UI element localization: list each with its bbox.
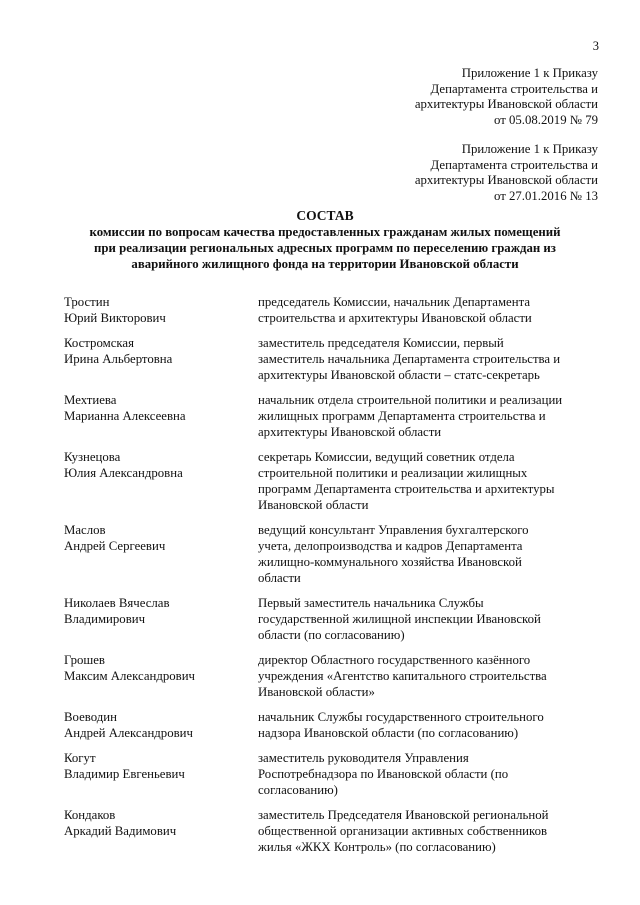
appendix-original-header	[415, 142, 598, 204]
member-row	[64, 392, 604, 440]
title-line: при реализации региональных адресных программ по переселению граждан из	[94, 241, 556, 255]
appendix-current-header	[415, 66, 598, 128]
member-role-line: архитектуры Ивановской области – статс-секретарь	[258, 368, 540, 382]
member-role	[258, 294, 604, 326]
member-role-line: согласованию)	[258, 783, 338, 797]
member-role-line: строительства и архитектуры Ивановской области	[258, 311, 532, 325]
appendix-line: Департамента строительства и	[430, 81, 598, 96]
member-name	[64, 652, 258, 700]
member-row	[64, 449, 604, 513]
member-row	[64, 652, 604, 700]
member-name-line: Марианна Алексеевна	[64, 409, 186, 423]
member-name-line: Максим Александрович	[64, 669, 195, 683]
title-main: СОСТАВ	[296, 208, 354, 223]
member-role-line: заместитель председателя Комиссии, первый	[258, 336, 504, 350]
member-role-line: области (по согласованию)	[258, 628, 405, 642]
member-name	[64, 522, 258, 586]
document-title	[60, 208, 590, 272]
member-name-line: Юрий Викторович	[64, 311, 166, 325]
member-role-line: заместитель руководителя Управления	[258, 751, 469, 765]
member-role	[258, 449, 604, 513]
member-role	[258, 522, 604, 586]
member-name	[64, 709, 258, 741]
member-role-line: жилья «ЖКХ Контроль» (по согласованию)	[258, 840, 496, 854]
member-name-line: Когут	[64, 751, 96, 765]
member-name-line: Владимир Евгеньевич	[64, 767, 185, 781]
appendix-line: Приложение 1 к Приказу	[461, 142, 598, 156]
appendix-line: Приложение 1 к Приказу	[461, 66, 598, 80]
member-name-line: Воеводин	[64, 710, 117, 724]
member-name-line: Андрей Сергеевич	[64, 539, 166, 553]
member-role-line: общественной организации активных собственников	[258, 824, 548, 838]
title-line: аварийного жилищного фонда на территории Ивановской области	[131, 257, 519, 271]
member-name-line: Андрей Александрович	[64, 726, 193, 740]
member-role-line: директор Областного государственного казённого	[258, 653, 531, 667]
member-role-line: начальник отдела строительной политики и реализации	[258, 393, 563, 407]
member-role	[258, 392, 604, 440]
member-name-line: Тростин	[64, 295, 110, 309]
member-role-line: секретарь Комиссии, ведущий советник отдела	[258, 450, 515, 464]
member-name-line: Кондаков	[64, 808, 116, 822]
member-role	[258, 750, 604, 798]
member-row	[64, 595, 604, 643]
member-role-line: жилищно-коммунального хозяйства Ивановской	[258, 555, 522, 569]
member-role-line: Первый заместитель начальника Службы	[258, 596, 484, 610]
member-role-line: программ Департамента строительства и архитектуры	[258, 482, 555, 496]
member-row	[64, 522, 604, 586]
member-name	[64, 449, 258, 513]
member-role-line: государственной жилищной инспекции Ивановской	[258, 612, 541, 626]
member-role-line: заместитель начальника Департамента строительства и	[258, 352, 561, 366]
member-name-line: Мехтиева	[64, 393, 117, 407]
appendix-line: архитектуры Ивановской области	[414, 97, 598, 111]
member-name	[64, 807, 258, 855]
member-role	[258, 595, 604, 643]
appendix-date-line: от 27.01.2016 № 13	[493, 188, 598, 203]
appendix-line: архитектуры Ивановской области	[414, 173, 598, 187]
member-role	[258, 335, 604, 383]
member-name-line: Юлия Александровна	[64, 466, 183, 480]
member-name-line: Костромская	[64, 336, 134, 350]
member-name	[64, 335, 258, 383]
member-name-line: Аркадий Вадимович	[64, 824, 177, 838]
member-name	[64, 595, 258, 643]
member-role	[258, 807, 604, 855]
member-role-line: надзора Ивановской области (по согласованию)	[258, 726, 519, 740]
member-role-line: ведущий консультант Управления бухгалтерского	[258, 523, 529, 537]
appendix-date-line: от 05.08.2019 № 79	[493, 112, 598, 127]
member-role-line: председатель Комиссии, начальник Департамента	[258, 295, 531, 309]
member-role-line: жилищных программ Департамента строительства и	[258, 409, 546, 423]
member-row	[64, 294, 604, 326]
members-list	[64, 294, 604, 864]
appendix-line: Департамента строительства и	[430, 157, 598, 172]
member-role-line: Ивановской области	[258, 498, 369, 512]
member-role-line: учета, делопроизводства и кадров Департамента	[258, 539, 523, 553]
member-role-line: архитектуры Ивановской области	[258, 425, 442, 439]
member-role-line: заместитель Председателя Ивановской региональной	[258, 808, 549, 822]
member-name-line: Николаев Вячеслав	[64, 596, 170, 610]
page-number: 3	[592, 39, 599, 53]
member-name-line: Маслов	[64, 523, 106, 537]
member-role-line: Ивановской области»	[258, 685, 375, 699]
member-row	[64, 750, 604, 798]
member-row	[64, 709, 604, 741]
member-name-line: Ирина Альбертовна	[64, 352, 173, 366]
member-role-line: строительной политики и реализации жилищных	[258, 466, 528, 480]
member-role-line: начальник Службы государственного строительного	[258, 710, 544, 724]
member-name-line: Грошев	[64, 653, 105, 667]
member-role-line: Роспотребнадзора по Ивановской области (по	[258, 767, 509, 781]
member-name	[64, 750, 258, 798]
member-role-line: учреждения «Агентство капитального строительства	[258, 669, 547, 683]
member-name-line: Кузнецова	[64, 450, 121, 464]
member-name-line: Владимирович	[64, 612, 146, 626]
member-role	[258, 709, 604, 741]
member-role-line: области	[258, 571, 301, 585]
member-name	[64, 294, 258, 326]
member-role	[258, 652, 604, 700]
title-line: комиссии по вопросам качества предоставленных гражданам жилых помещений	[89, 225, 561, 239]
member-name	[64, 392, 258, 440]
member-row	[64, 335, 604, 383]
member-row	[64, 807, 604, 855]
